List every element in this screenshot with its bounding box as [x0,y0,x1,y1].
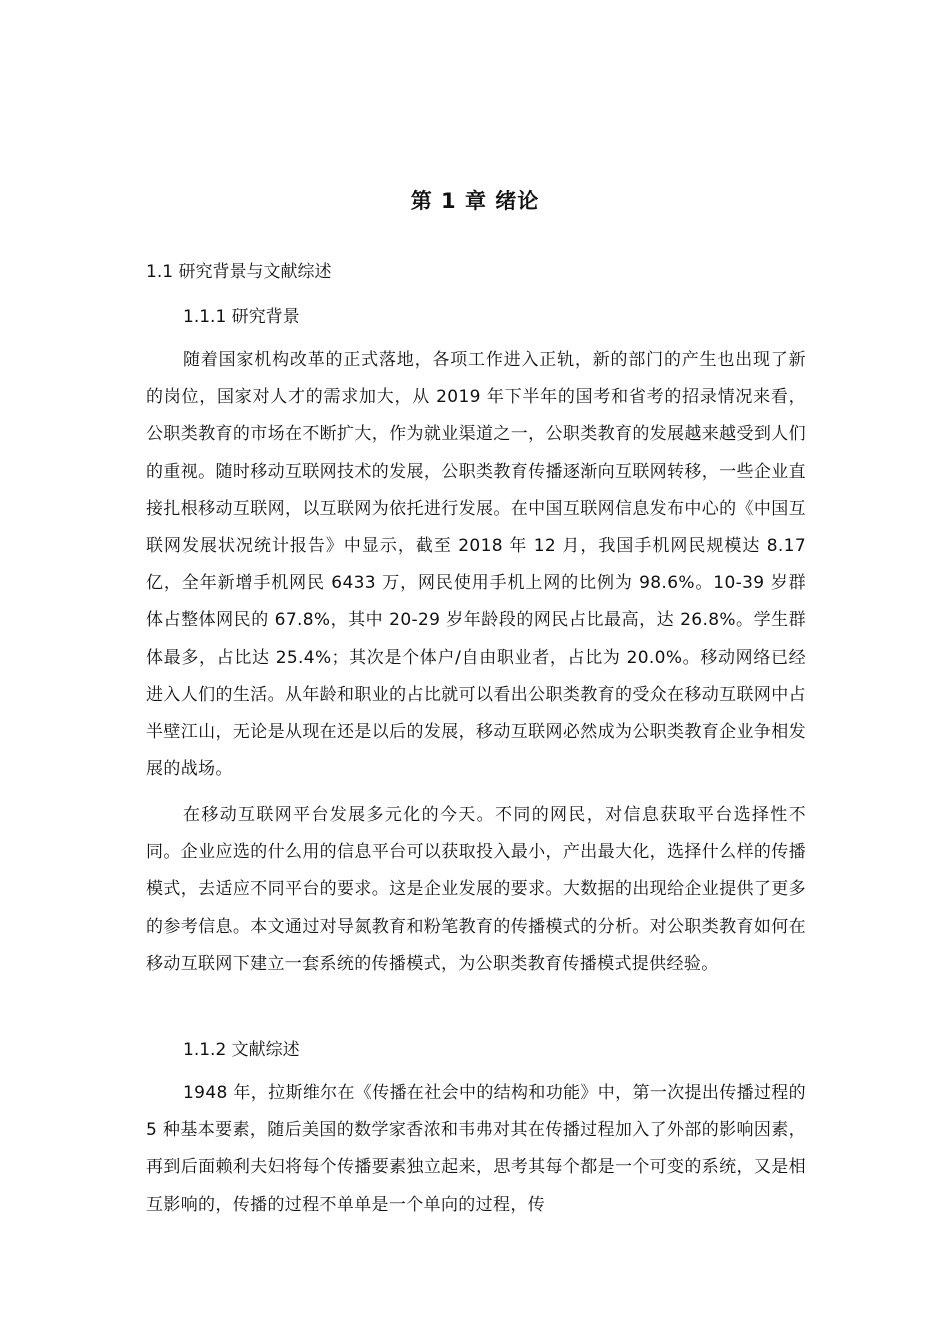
paragraph-research-background-2: 在移动互联网平台发展多元化的今天。不同的网民，对信息获取平台选择性不同。企业应选的什么用的信息平台可以获取投入最小，产出最大化，选择什么样的传播模式，去适应不同平台的要求。这是企业发展的要求。大数据的出现给企业提供了更多的参考信息。本文通过对导氮教育和粉笔教育的传播模式的分析。对公职类教育如何在移动互联网下建立一套系统的传播模式，为公职类教育传播模式提供经验。 [146,805,806,974]
chapter-title: 第 1 章 绪论 [410,189,540,213]
subsection-heading-1-1-2: 1.1.2 文献综述 [183,1040,300,1060]
paragraph-literature-review: 1948 年，拉斯维尔在《传播在社会中的结构和功能》中，第一次提出传播过程的 5 种基本要素，随后美国的数学家香浓和韦弗对其在传播过程加入了外部的影响因素，再到后面赖利夫妇将每个传播要素独立起来，思考其每个都是一个可变的系统，又是相互影响的，传播的过程不单单是一个单向的过程，传 [146,1083,806,1215]
section-heading-1-1: 1.1 研究背景与文献综述 [146,262,332,282]
subsection-heading-1-1-1: 1.1.1 研究背景 [183,307,300,327]
paragraph-research-background-1: 随着国家机构改革的正式落地，各项工作进入正轨，新的部门的产生也出现了新的岗位，国家对人才的需求加大，从 2019 年下半年的国考和省考的招录情况来看，公职类教育的市场在不断扩大，作为就业渠道之一，公职类教育的发展越来越受到人们的重视。随时移动互联网技术的发展，公职类教育传播逐渐向互联网转移，一些企业直接扎根移动互联网，以互联网为依托进行发展。在中国互联网信息发布中心的《中国互联网发展状况统计报告》中显示，截至 2018 年 12 月，我国手机网民规模达 8.17 亿，全年新增手机网民 6433 万，网民使用手机上网的比例为 98.6%。10-39 岁群体占整体网民的 67.8%，其中 20-29 岁年龄段的网民占比最高，达 26.8%。学生群体最多，占比达 25.4%；其次是个体户/自由职业者，占比为 20.0%。移动网络已经进入人们的生活。从年龄和职业的占比就可以看出公职类教育的受众在移动互联网中占半壁江山，无论是从现在还是以后的发展，移动互联网必然成为公职类教育企业争相发展的战场。 [146,350,806,780]
